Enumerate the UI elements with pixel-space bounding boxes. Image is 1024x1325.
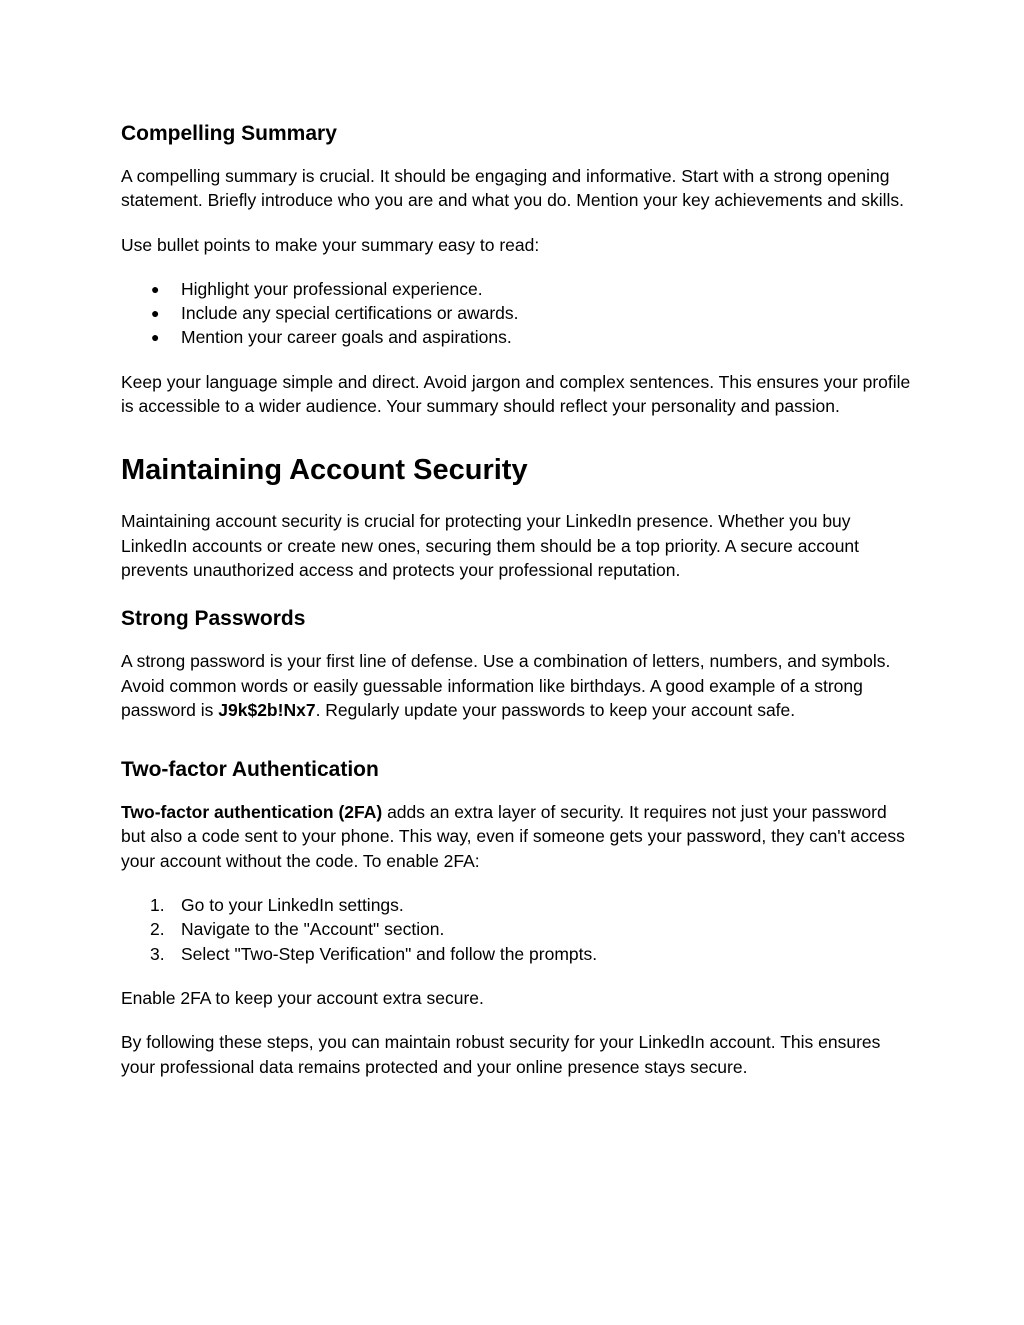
two-factor-bold-term: Two-factor authentication (2FA) [121, 802, 383, 823]
list-item [121, 942, 911, 966]
bullet-icon: ● [151, 329, 160, 346]
list-item [121, 277, 911, 301]
example-password: J9k$2b!Nx7 [218, 699, 316, 720]
strong-passwords-text-after: . Regularly update your passwords to keep your account safe. [315, 699, 796, 720]
document-page [121, 118, 911, 1079]
step-number: 1. [150, 895, 165, 916]
account-security-heading: Maintaining Account Security [121, 454, 528, 487]
list-item [121, 893, 911, 917]
list-item-text: Go to your LinkedIn settings. [181, 895, 404, 916]
list-item-text: Highlight your professional experience. [181, 278, 483, 299]
strong-passwords-text-before: A strong password is your first line of defense. Use a combination of letters, numbers, and symbols. Avoid common words or easily guessable information like birthdays. A good example of a strong password is [121, 651, 891, 720]
summary-bullet-list [121, 277, 911, 350]
account-security-intro: Maintaining account security is crucial for protecting your LinkedIn presence. Whether you buy LinkedIn accounts or create new ones, securing them should be a top priority. A secure account prevents unauthorized access and protects your professional reputation. [121, 511, 860, 580]
conclusion-paragraph: By following these steps, you can maintain robust security for your LinkedIn account. This ensures your professional data remains protected and your online presence stays secure. [121, 1032, 881, 1077]
compelling-summary-intro: A compelling summary is crucial. It should be engaging and informative. Start with a strong opening statement. Briefly introduce who you are and what you do. Mention your key achievements and skills. [121, 166, 905, 211]
bullet-icon: ● [151, 280, 160, 297]
compelling-summary-heading: Compelling Summary [121, 122, 337, 145]
compelling-summary-closing: Keep your language simple and direct. Avoid jargon and complex sentences. This ensures your profile is accessible to a wider audience. Your summary should reflect your personality and passion. [121, 371, 911, 417]
step-number: 2. [150, 919, 165, 940]
list-item [121, 917, 911, 941]
list-item [121, 301, 911, 325]
bullet-icon: ● [151, 305, 160, 322]
list-item [121, 325, 911, 349]
two-factor-heading: Two-factor Authentication [121, 758, 379, 782]
two-factor-text: adds an extra layer of security. It requires not just your password but also a code sent to your phone. This way, even if someone gets your password, they can't access your account without the code. To enable 2FA: [121, 802, 905, 871]
list-item-text: Include any special certifications or awards. [181, 303, 519, 324]
list-item-text: Navigate to the "Account" section. [181, 919, 445, 940]
strong-passwords-heading: Strong Passwords [121, 607, 306, 631]
enable-2fa-note: Enable 2FA to keep your account extra secure. [121, 987, 484, 1008]
two-factor-steps-list [121, 893, 911, 966]
list-item-text: Mention your career goals and aspirations. [181, 327, 512, 348]
strong-passwords-paragraph [121, 649, 911, 722]
bullet-lead-paragraph: Use bullet points to make your summary easy to read: [121, 234, 540, 255]
step-number: 3. [150, 943, 165, 964]
two-factor-paragraph [121, 800, 911, 873]
list-item-text: Select "Two-Step Verification" and follow the prompts. [181, 943, 598, 964]
